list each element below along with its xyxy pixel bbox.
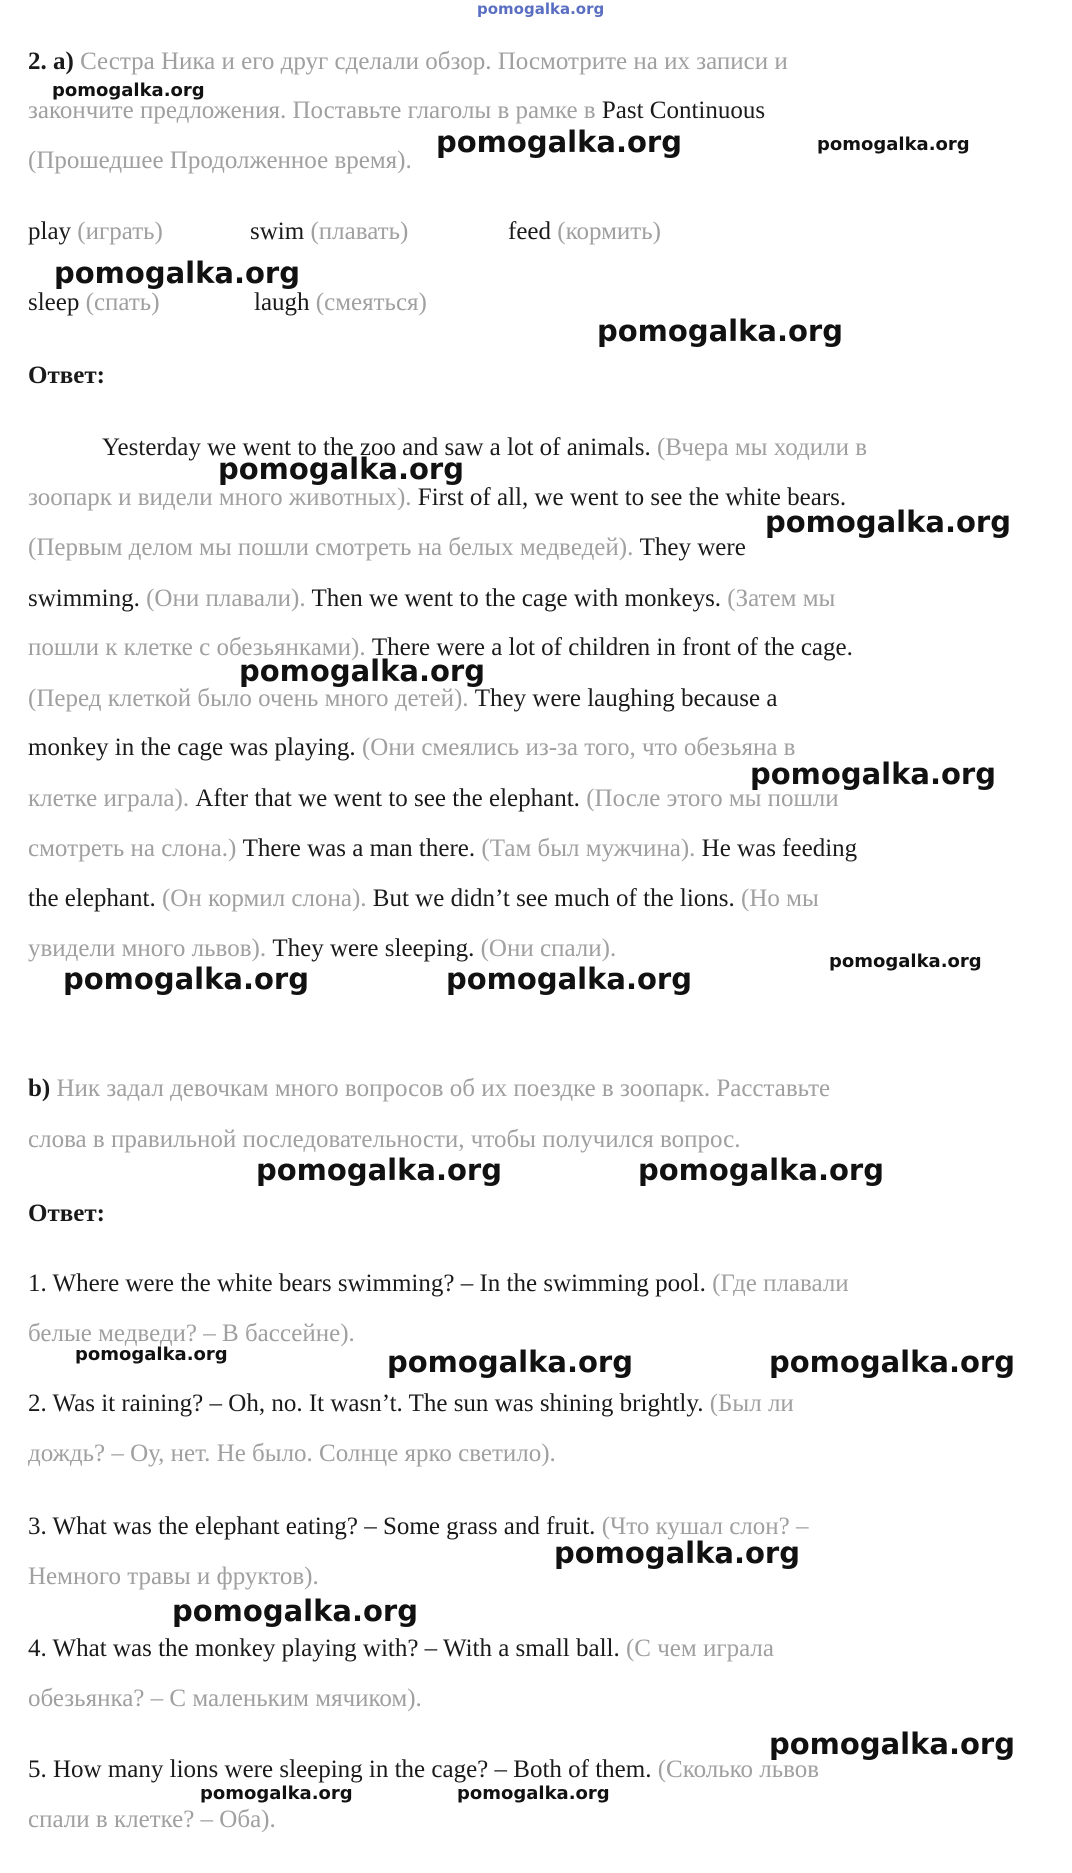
russian-translation: (Вчера мы ходили в xyxy=(656,434,868,461)
verb-swim: swim (плавать) xyxy=(250,218,409,245)
russian-translation: белые медведи? – В бассейне). xyxy=(28,1320,355,1347)
verb-feed: feed (кормить) xyxy=(508,218,661,245)
english-text: swimming. xyxy=(28,585,147,612)
verb-play: play (играть) xyxy=(28,218,163,245)
watermark: pomogalka.org xyxy=(63,962,309,996)
watermark: pomogalka.org xyxy=(769,1727,1015,1761)
english-text: They were laughing because a xyxy=(474,685,778,712)
english-text: There was a man there. xyxy=(242,835,482,862)
part-a-instruction-line-3 xyxy=(28,146,412,176)
watermark: pomogalka.org xyxy=(446,962,692,996)
instruction-english-term: Past Continuous xyxy=(601,97,766,124)
russian-translation: (Они спали). xyxy=(480,935,617,962)
watermark: pomogalka.org xyxy=(239,654,485,688)
english-text: 1. Where were the white bears swimming? – In the swimming pool. xyxy=(28,1270,713,1297)
watermark: pomogalka.org xyxy=(829,951,982,972)
site-header[interactable]: pomogalka.org xyxy=(477,0,605,18)
answer-text-line xyxy=(28,784,839,814)
english-text: 4. What was the monkey playing with? – With a small ball. xyxy=(28,1635,626,1662)
part-b-instruction-line-1 xyxy=(28,1074,830,1104)
russian-translation: (Они плавали). xyxy=(146,585,312,612)
answer-text-line xyxy=(28,533,746,563)
answer-label-a: Ответ: xyxy=(28,362,105,389)
answer-item-line xyxy=(28,1389,794,1419)
russian-translation: пошли к клетке с обезьянками). xyxy=(28,634,372,661)
english-text: After that we went to see the elephant. xyxy=(195,785,587,812)
answer-text-line xyxy=(28,584,835,614)
russian-translation: обезьянка? – С маленьким мячиком). xyxy=(28,1685,422,1712)
watermark: pomogalka.org xyxy=(457,1783,610,1804)
instruction-text: слова в правильной последовательности, чтобы получился вопрос. xyxy=(28,1126,741,1153)
watermark: pomogalka.org xyxy=(54,256,300,290)
answer-item-line xyxy=(28,1684,422,1714)
watermark: pomogalka.org xyxy=(200,1783,353,1804)
part-b-label: b) xyxy=(28,1075,51,1102)
russian-translation: дождь? – Оу, нет. Не было. Солнце ярко светило). xyxy=(28,1440,556,1467)
english-text: First of all, we went to see the white bears. xyxy=(417,484,847,511)
answer-text-line xyxy=(28,934,616,964)
answer-item-line xyxy=(28,1562,319,1592)
watermark: pomogalka.org xyxy=(597,314,843,348)
answer-text-line xyxy=(28,684,777,714)
russian-translation: (Затем мы xyxy=(727,585,836,612)
answer-text-line xyxy=(28,733,795,763)
answer-item-line xyxy=(28,1805,276,1835)
russian-translation: (Но мы xyxy=(741,885,819,912)
instruction-text: (Прошедшее Продолженное время). xyxy=(28,147,412,174)
watermark: pomogalka.org xyxy=(638,1153,884,1187)
russian-translation: клетке играла). xyxy=(28,785,196,812)
watermark: pomogalka.org xyxy=(750,757,996,791)
english-text: 2. Was it raining? – Oh, no. It wasn’t. The sun was shining brightly. xyxy=(28,1390,710,1417)
watermark: pomogalka.org xyxy=(817,134,970,155)
russian-translation: спали в клетке? – Оба). xyxy=(28,1806,276,1833)
russian-translation: смотреть на слона.) xyxy=(28,835,243,862)
watermark: pomogalka.org xyxy=(436,125,682,159)
answer-text-line xyxy=(102,433,867,463)
russian-translation: увидели много львов). xyxy=(28,935,273,962)
russian-translation: (Был ли xyxy=(709,1390,794,1417)
answer-item-line xyxy=(28,1269,849,1299)
instruction-text: закончите предложения. Поставьте глаголы в рамке в xyxy=(28,97,596,124)
english-text: There were a lot of children in front of the cage. xyxy=(371,634,853,661)
russian-translation: (Перед клеткой было очень много детей). xyxy=(28,685,475,712)
russian-translation: (Он кормил слона). xyxy=(161,885,373,912)
russian-translation: (С чем играла xyxy=(625,1635,774,1662)
watermark: pomogalka.org xyxy=(218,452,464,486)
russian-translation: (Что кушал слон? – xyxy=(601,1513,809,1540)
answer-item-line xyxy=(28,1755,819,1785)
russian-translation: Немного травы и фруктов). xyxy=(28,1563,319,1590)
answer-item-line xyxy=(28,1439,556,1469)
english-text: monkey in the cage was playing. xyxy=(28,734,362,761)
russian-translation: (Где плавали xyxy=(712,1270,849,1297)
answer-text-line xyxy=(28,884,819,914)
watermark: pomogalka.org xyxy=(387,1345,633,1379)
russian-translation: (После этого мы пошли xyxy=(586,785,839,812)
part-a-instruction-line-1 xyxy=(28,47,788,77)
answer-label-b: Ответ: xyxy=(28,1200,105,1227)
instruction-text: Ник задал девочкам много вопросов об их поездке в зоопарк. Расставьте xyxy=(56,1075,831,1102)
russian-translation: зоопарк и видели много животных). xyxy=(28,484,418,511)
english-text: He was feeding xyxy=(701,835,858,862)
watermark: pomogalka.org xyxy=(256,1153,502,1187)
watermark: pomogalka.org xyxy=(765,505,1011,539)
part-b-instruction-line-2 xyxy=(28,1125,741,1155)
english-text: 5. How many lions were sleeping in the cage? – Both of them. xyxy=(28,1756,658,1783)
english-text: They were xyxy=(639,534,746,561)
answer-text-line xyxy=(28,834,857,864)
russian-translation: (Они смеялись из-за того, что обезьяна в xyxy=(361,734,796,761)
english-text: They were sleeping. xyxy=(272,935,481,962)
watermark: pomogalka.org xyxy=(75,1344,228,1365)
exercise-number: 2. a) xyxy=(28,48,74,75)
russian-translation: (Первым делом мы пошли смотреть на белых медведей). xyxy=(28,534,640,561)
english-text: Yesterday we went to the zoo and saw a lot of animals. xyxy=(102,434,657,461)
watermark: pomogalka.org xyxy=(769,1345,1015,1379)
answer-text-line xyxy=(28,483,846,513)
english-text: Then we went to the cage with monkeys. xyxy=(311,585,728,612)
english-text: the elephant. xyxy=(28,885,162,912)
verb-sleep: sleep (спать) xyxy=(28,289,160,316)
verb-laugh: laugh (смеяться) xyxy=(254,289,427,316)
russian-translation: (Там был мужчина). xyxy=(481,835,702,862)
russian-translation: (Сколько львов xyxy=(657,1756,820,1783)
english-text: 3. What was the elephant eating? – Some grass and fruit. xyxy=(28,1513,602,1540)
watermark: pomogalka.org xyxy=(52,80,205,101)
watermark: pomogalka.org xyxy=(172,1594,418,1628)
watermark: pomogalka.org xyxy=(554,1536,800,1570)
instruction-text: Сестра Ника и его друг сделали обзор. Посмотрите на их записи и xyxy=(80,48,788,75)
answer-item-line xyxy=(28,1634,774,1664)
english-text: But we didn’t see much of the lions. xyxy=(372,885,742,912)
